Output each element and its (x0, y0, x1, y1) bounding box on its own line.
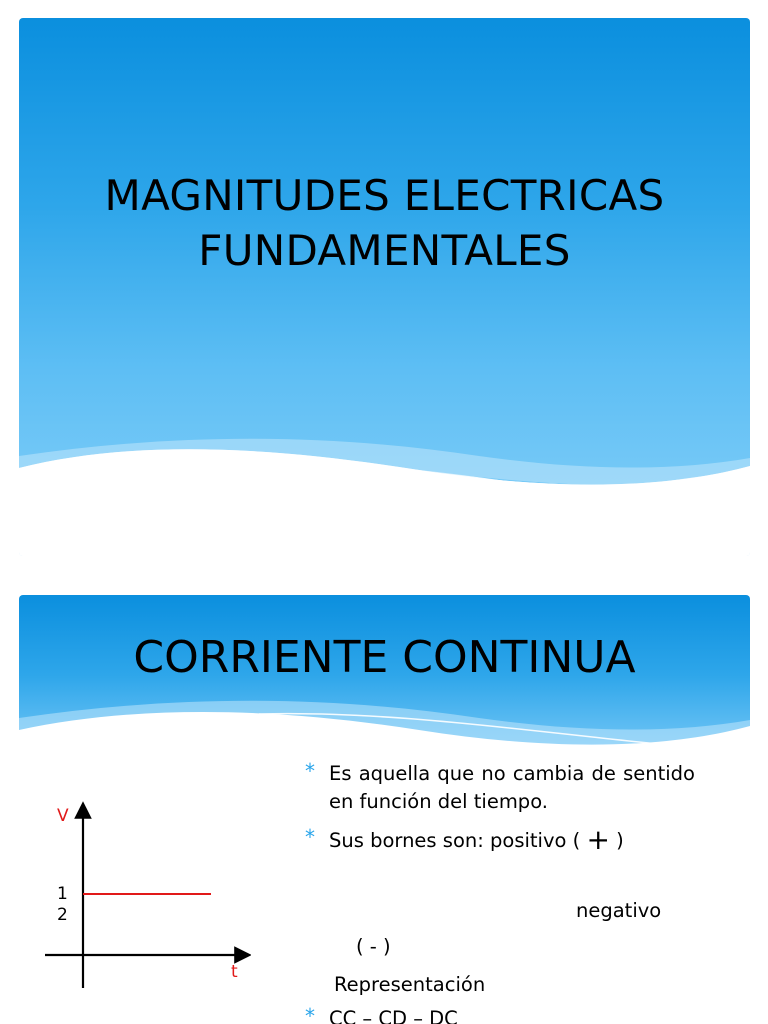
presentation-title (19, 168, 750, 278)
content-slide (19, 595, 750, 1024)
wave-decoration (19, 428, 750, 556)
close-paren: ) (616, 829, 624, 852)
title-line-2: FUNDAMENTALES (198, 226, 571, 275)
bullet-text: Sus bornes son: positivo ( (329, 829, 581, 852)
value-label: 12 (57, 884, 68, 925)
minus-text: ( - ) (356, 935, 391, 958)
bullet-item (305, 823, 695, 856)
x-axis-label: t (231, 962, 238, 982)
title-line-1: MAGNITUDES ELECTRICAS (104, 171, 665, 220)
representacion-text: Representación (334, 973, 486, 996)
graph-axes (41, 800, 251, 1000)
bullet-text: Es aquella que no cambia de sentido en función del tiempo. (329, 762, 695, 813)
bullet-list (305, 760, 695, 865)
title-slide (19, 18, 750, 556)
bullet-star-icon: * (305, 825, 315, 849)
bullet-star-icon: * (305, 1004, 315, 1024)
negativo-text: negativo (576, 899, 662, 922)
bullet-item (305, 760, 695, 816)
y-axis-label: V (57, 806, 69, 826)
dc-voltage-graph (41, 800, 251, 1000)
bullet-item (305, 1005, 719, 1024)
plus-sign: + (586, 823, 610, 856)
bullet-star-icon: * (305, 759, 315, 783)
bullet-text: CC – CD – DC (329, 1007, 458, 1024)
slide-title: CORRIENTE CONTINUA (133, 632, 636, 683)
